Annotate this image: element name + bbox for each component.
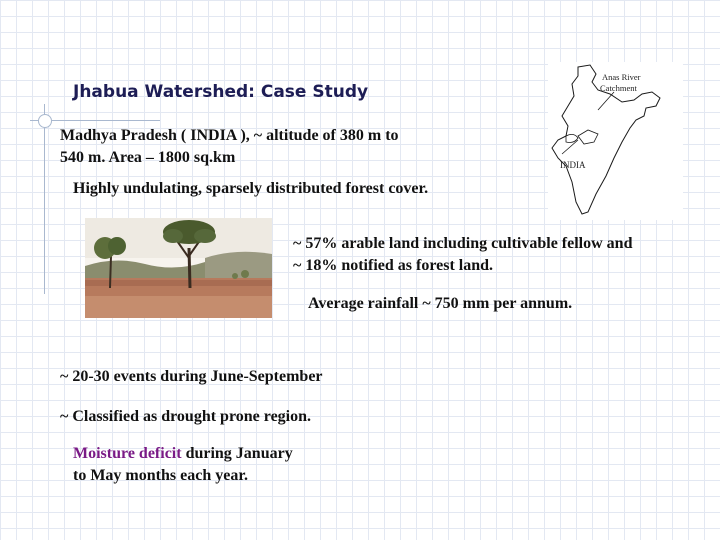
decor-line-vertical xyxy=(44,104,45,294)
landuse-line-1: ~ 57% arable land including cultivable fellow and xyxy=(293,235,633,252)
landscape-photo xyxy=(85,218,272,318)
moisture-rest: during January xyxy=(181,445,293,462)
drought-text: ~ Classified as drought prone region. xyxy=(60,408,312,425)
decor-circle xyxy=(38,114,52,128)
moisture-line-2: to May months each year. xyxy=(73,467,248,484)
landuse-line-2: ~ 18% notified as forest land. xyxy=(293,257,494,274)
slide-title: Jhabua Watershed: Case Study xyxy=(73,82,369,102)
moisture-highlight: Moisture deficit xyxy=(73,445,182,462)
map-label-catchment-2: Catchment xyxy=(600,83,637,93)
landscape-photo-graphic xyxy=(85,218,272,318)
india-map xyxy=(548,62,683,220)
location-line-1: Madhya Pradesh ( INDIA ), ~ altitude of 380 m to xyxy=(60,127,399,144)
rainfall-text: Average rainfall ~ 750 mm per annum. xyxy=(308,295,573,312)
landuse-text xyxy=(293,233,693,277)
location-text xyxy=(60,125,480,169)
map-label-catchment-1: Anas River xyxy=(602,72,641,82)
map-label-country: INDIA xyxy=(560,160,586,170)
location-line-2: 540 m. Area – 1800 sq.km xyxy=(60,149,236,166)
events-text: ~ 20-30 events during June-September xyxy=(60,368,323,385)
moisture-text xyxy=(73,443,343,487)
terrain-text: Highly undulating, sparsely distributed forest cover. xyxy=(73,180,429,197)
